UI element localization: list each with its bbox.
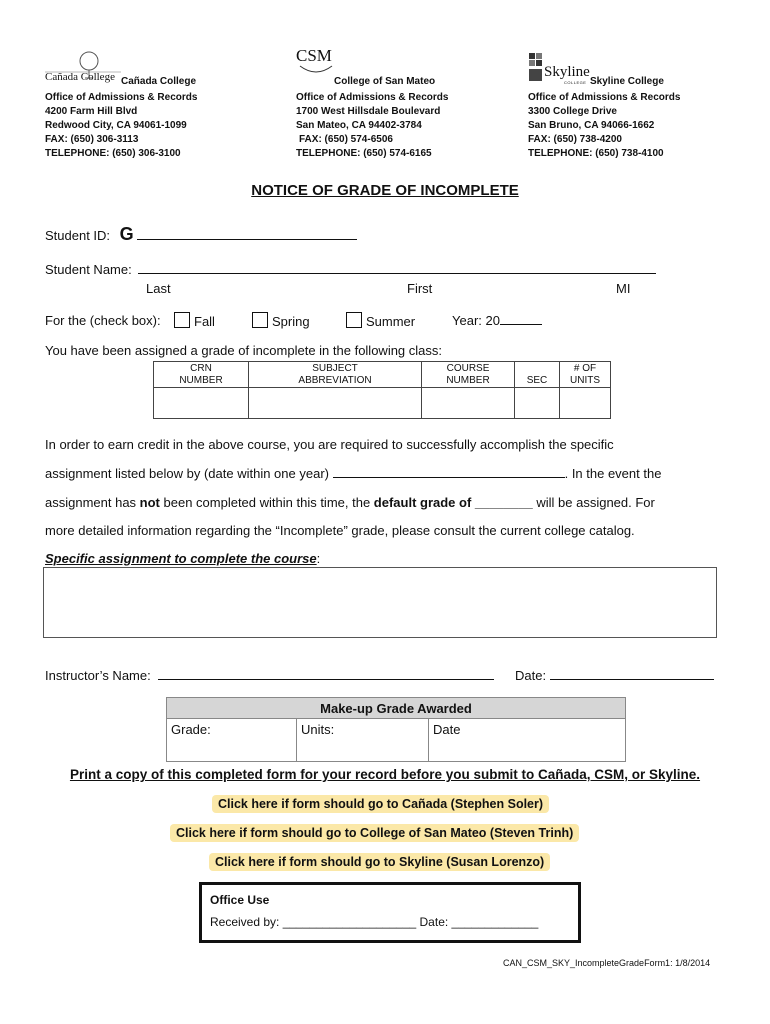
header-sec: SEC [515, 362, 560, 388]
makeup-date-label: Date [433, 722, 461, 737]
fall-label: Fall [194, 314, 215, 329]
skyline-mark-icon [528, 52, 544, 82]
csm-office: Office of Admissions & Records [296, 92, 449, 103]
class-table-header [154, 362, 611, 388]
fall-checkbox[interactable] [174, 312, 190, 328]
spring-label: Spring [272, 314, 310, 329]
submit-skyline-button[interactable]: Click here if form should go to Skyline (Susan Lorenzo) [209, 853, 550, 871]
makeup-grade-cell[interactable] [167, 719, 297, 762]
form-footer: CAN_CSM_SKY_IncompleteGradeForm1: 1/8/2014 [503, 958, 711, 968]
specific-assignment-label: Specific assignment to complete the course [45, 551, 317, 566]
submit-csm-button[interactable]: Click here if form should go to College of San Mateo (Steven Trinh) [170, 824, 579, 842]
skyline-logo [528, 52, 590, 84]
csm-address2: San Mateo, CA 94402-3784 [296, 120, 422, 131]
instructor-label: Instructor’s Name: [45, 668, 151, 683]
canada-office: Office of Admissions & Records [45, 92, 198, 103]
specific-assignment-box[interactable] [43, 567, 717, 638]
student-id-field[interactable] [137, 239, 357, 240]
canada-address2: Redwood City, CA 94061-1099 [45, 120, 187, 131]
office-use-received: Received by: ____________________ Date: _____________ [210, 915, 539, 929]
office-use-title: Office Use [210, 893, 270, 907]
csm-logo [296, 46, 336, 80]
instructor-date-field[interactable] [550, 679, 714, 680]
student-name-field[interactable] [138, 273, 656, 274]
term-fall[interactable] [174, 312, 215, 329]
year-field[interactable] [500, 324, 542, 325]
csm-phone: TELEPHONE: (650) 574-6165 [296, 148, 432, 159]
header-course: COURSE NUMBER [422, 362, 515, 388]
skyline-office: Office of Admissions & Records [528, 92, 681, 103]
term-spring[interactable] [252, 312, 310, 329]
paragraph-not: not [139, 495, 160, 510]
instructor-row [45, 668, 494, 683]
year-label: Year: 20 [452, 313, 500, 328]
makeup-units-cell[interactable] [297, 719, 429, 762]
student-name-mi: MI [616, 281, 631, 296]
sec-cell[interactable] [515, 388, 560, 419]
term-summer[interactable] [346, 312, 415, 329]
canada-logo [45, 50, 121, 86]
canada-name: Cañada College [121, 76, 197, 87]
student-id-label: Student ID: [45, 228, 111, 243]
year-row [452, 313, 542, 328]
student-name-row [45, 262, 656, 277]
print-note: Print a copy of this completed form for your record before you submit to Cañada, CSM, or Skyline. [69, 767, 701, 782]
skyline-logo-text: Skyline [544, 64, 590, 80]
makeup-table [166, 697, 626, 762]
skyline-address1: 3300 College Drive [528, 106, 617, 117]
specific-assignment-colon: : [316, 551, 321, 566]
header-crn: CRN NUMBER [154, 362, 249, 388]
page-title: NOTICE OF GRADE OF INCOMPLETE [251, 182, 519, 199]
student-id-prefix: G [119, 224, 134, 244]
student-id-row [45, 224, 357, 245]
paragraph-line-3 [45, 495, 655, 510]
makeup-title: Make-up Grade Awarded [167, 698, 626, 719]
paragraph-line-2 [45, 466, 661, 481]
makeup-grade-label: Grade: [171, 722, 211, 737]
specific-assignment-label-row [45, 551, 320, 566]
paragraph-line-1: In order to earn credit in the above course, you are required to successfully accomplish the specific [45, 437, 614, 452]
submit-canada-button[interactable]: Click here if form should go to Cañada (Stephen Soler) [212, 795, 549, 813]
due-date-field[interactable] [333, 477, 565, 478]
csm-address1: 1700 West Hillsdale Boulevard [296, 106, 441, 117]
csm-logo-text: CSM [296, 46, 332, 65]
class-intro: You have been assigned a grade of incomplete in the following class: [45, 343, 443, 358]
csm-fax: FAX: (650) 574-6506 [299, 134, 393, 145]
term-row [45, 313, 161, 328]
csm-name: College of San Mateo [334, 76, 436, 87]
instructor-date-label: Date: [515, 668, 547, 683]
paragraph-line-2a: assignment listed below by (date within one year) [45, 466, 333, 481]
canada-phone: TELEPHONE: (650) 306-3100 [45, 148, 181, 159]
student-name-label: Student Name: [45, 262, 132, 277]
class-table [153, 361, 611, 419]
subject-cell[interactable] [249, 388, 422, 419]
instructor-field[interactable] [158, 679, 494, 680]
student-name-first: First [407, 281, 433, 296]
units-cell[interactable] [560, 388, 611, 419]
office-use-box [199, 882, 581, 943]
shield-icon [296, 46, 336, 80]
instructor-date-row [515, 668, 714, 683]
skyline-logo-sub: COLLEGE [564, 80, 587, 85]
header-subject: SUBJECT ABBREVIATION [249, 362, 422, 388]
paragraph-line-3a: assignment has [45, 495, 140, 510]
crn-cell[interactable] [154, 388, 249, 419]
term-label: For the (check box): [45, 313, 161, 328]
paragraph-line-3b: been completed within this time, the [159, 495, 374, 510]
skyline-phone: TELEPHONE: (650) 738-4100 [528, 148, 664, 159]
skyline-name: Skyline College [590, 76, 664, 87]
paragraph-line-3c: will be assigned. For [532, 495, 655, 510]
skyline-fax: FAX: (650) 738-4200 [528, 134, 622, 145]
spring-checkbox[interactable] [252, 312, 268, 328]
student-name-last: Last [146, 281, 171, 296]
course-cell[interactable] [422, 388, 515, 419]
skyline-address2: San Bruno, CA 94066-1662 [528, 120, 655, 131]
canada-fax: FAX: (650) 306-3113 [45, 134, 139, 145]
default-grade-field[interactable]: default grade of ________ [373, 495, 533, 510]
class-table-row [154, 388, 611, 419]
makeup-date-cell[interactable] [429, 719, 626, 762]
paragraph-line-4: more detailed information regarding the “Incomplete” grade, please consult the current college catalog. [45, 523, 635, 538]
makeup-units-label: Units: [301, 722, 335, 737]
paragraph-line-2b: . In the event the [564, 466, 662, 481]
summer-checkbox[interactable] [346, 312, 362, 328]
canada-address1: 4200 Farm Hill Blvd [45, 106, 138, 117]
summer-label: Summer [366, 314, 416, 329]
canada-logo-text: Cañada College [45, 71, 115, 83]
header-units: # OF UNITS [560, 362, 611, 388]
